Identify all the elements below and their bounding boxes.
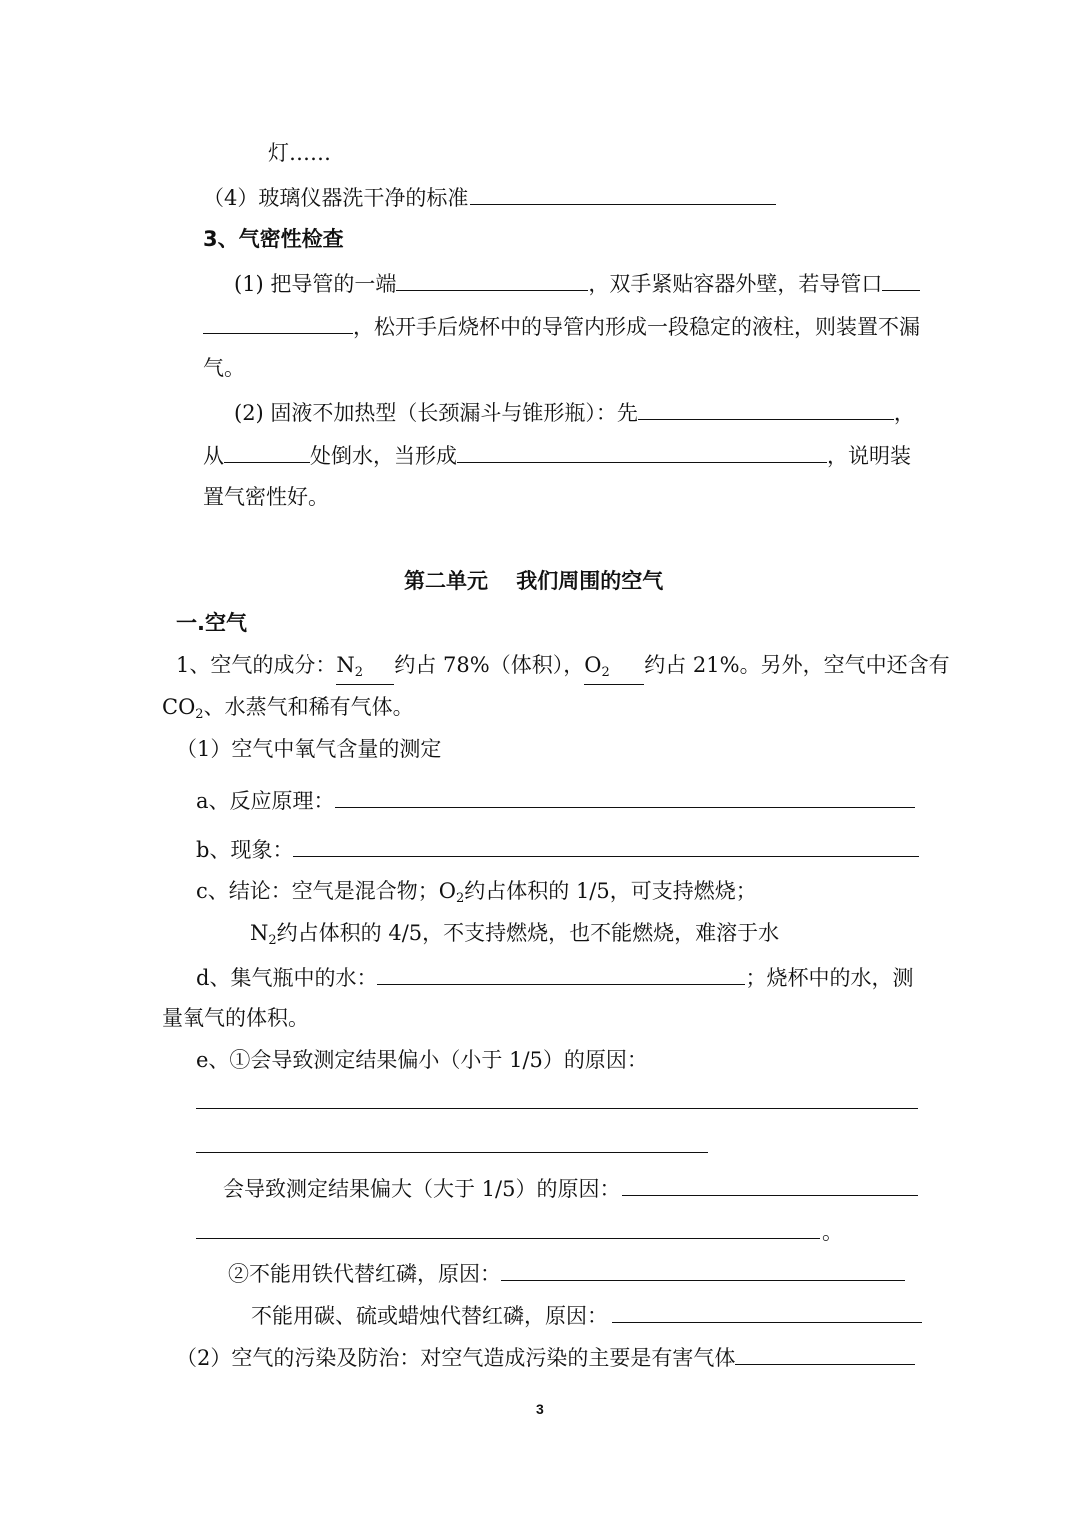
- oxygen-a-line: [196, 785, 915, 815]
- carbon-label: 不能用碳、硫或蜡烛代替红磷，原因：: [251, 1304, 608, 1328]
- oxygen-e1: e、①会导致测定结果偏小（小于 1/5）的原因：: [196, 1048, 648, 1072]
- s3-p2-d: 处倒水，当形成: [310, 444, 457, 468]
- section1-title: 一.空气: [176, 611, 247, 635]
- oxygen-c-line1: [196, 877, 757, 913]
- oxygen-e-big-line: [223, 1173, 918, 1203]
- s3-p1-blank2[interactable]: [882, 268, 920, 291]
- oxygen-c1-sub: 2: [455, 891, 465, 906]
- pollution-line: [176, 1342, 915, 1372]
- s3-p2-a: (2) 固液不加热型（长颈漏斗与锥形瓶）：先: [234, 401, 638, 425]
- big-reason-blank-2[interactable]: [196, 1238, 820, 1239]
- composition-b: 约占 78%（体积），: [394, 653, 585, 677]
- s3-p2-blank3[interactable]: [457, 440, 827, 463]
- s3-p1-line1: [234, 268, 920, 298]
- composition-line2: [162, 693, 414, 729]
- n2-blank[interactable]: [336, 654, 394, 685]
- iron-line: [228, 1258, 905, 1288]
- oxygen-c2-a: N: [250, 921, 269, 945]
- harmful-gas-blank[interactable]: [735, 1342, 915, 1365]
- s3-p2-line2: [203, 440, 911, 470]
- oxygen-b-label: b、现象：: [196, 838, 294, 862]
- oxygen-b-line: [196, 834, 919, 864]
- s3-p1-c: ，松开手后烧杯中的导管内形成一段稳定的液柱，则装置不漏: [353, 315, 920, 339]
- carbon-reason-blank[interactable]: [612, 1300, 922, 1323]
- s3-p2-blank2[interactable]: [224, 440, 310, 463]
- s3-p2-e: ，说明装: [827, 444, 911, 468]
- oxygen-c1-a: c、结论：空气是混合物；O: [196, 879, 456, 903]
- composition-c: 约占 21%。另外，空气中还含有: [644, 653, 950, 677]
- oxygen-e-big: 会导致测定结果偏大（大于 1/5）的原因：: [223, 1177, 621, 1201]
- small-reason-blank-2[interactable]: [196, 1152, 708, 1153]
- pollution-text: （2）空气的污染及防治：对空气造成污染的主要是有害气体: [176, 1346, 736, 1370]
- oxygen-d-line: [196, 962, 913, 992]
- n2-symbol: N: [336, 653, 355, 677]
- oxygen-c1-b: 约占体积的 1/5，可支持燃烧；: [464, 879, 757, 903]
- s3-p1-d: 气。: [203, 356, 245, 380]
- jar-water-blank[interactable]: [377, 962, 745, 985]
- oxygen-d1: d、集气瓶中的水：: [196, 966, 378, 990]
- reaction-principle-blank[interactable]: [335, 785, 915, 808]
- small-reason-blank-1[interactable]: [196, 1108, 918, 1109]
- co2-subscript: 2: [195, 707, 204, 722]
- oxygen-heading: （1）空气中氧气含量的测定: [176, 737, 442, 761]
- composition-a: 1、空气的成分：: [176, 653, 337, 677]
- s3-p2-line1: [234, 397, 915, 427]
- oxygen-c2-sub: 2: [268, 933, 277, 948]
- s3-p1-b: ，双手紧贴容器外壁，若导管口: [588, 272, 883, 296]
- oxygen-e-end: 。: [822, 1220, 843, 1244]
- q4-label: （4）玻璃仪器洗干净的标准: [203, 186, 469, 210]
- s3-p1-a: (1) 把导管的一端: [234, 272, 397, 296]
- phenomenon-blank[interactable]: [293, 834, 919, 857]
- s3-p2-b: ，: [893, 401, 915, 425]
- s3-p2-f: 置气密性好。: [203, 485, 329, 509]
- s3-p1-blank3[interactable]: [203, 311, 353, 334]
- unit2-title: 第二单元 我们周围的空气: [404, 569, 664, 593]
- iron-reason-blank[interactable]: [501, 1258, 905, 1281]
- co2-symbol: CO: [162, 695, 196, 719]
- iron-label: ②不能用铁代替红磷，原因：: [228, 1262, 501, 1286]
- s3-p2-blank1[interactable]: [638, 397, 894, 420]
- o2-blank[interactable]: [584, 654, 644, 685]
- s3-p2-c: 从: [203, 444, 224, 468]
- q4-blank[interactable]: [470, 182, 776, 205]
- s3-p1-blank1[interactable]: [396, 268, 588, 291]
- oxygen-c2-b: 约占体积的 4/5，不支持燃烧，也不能燃烧，难溶于水: [276, 921, 780, 945]
- oxygen-c-line2: [250, 919, 779, 955]
- o2-symbol: O: [584, 653, 602, 677]
- composition-d: 、水蒸气和稀有气体。: [203, 695, 414, 719]
- o2-subscript: 2: [601, 665, 610, 680]
- lamp-tail-text: 灯……: [268, 141, 331, 165]
- oxygen-a-label: a、反应原理：: [196, 789, 335, 813]
- section3-title: 3、气密性检查: [203, 227, 344, 251]
- page-number: 3: [536, 1401, 544, 1417]
- s3-p1-line2: [203, 311, 920, 341]
- big-reason-blank-1[interactable]: [622, 1173, 918, 1196]
- q4-line: [203, 182, 776, 212]
- composition-line1: [176, 651, 950, 685]
- n2-subscript: 2: [354, 665, 364, 680]
- carbon-line: [251, 1300, 922, 1330]
- oxygen-d3: 量氧气的体积。: [162, 1006, 309, 1030]
- oxygen-d2: ；烧杯中的水，测: [745, 966, 914, 990]
